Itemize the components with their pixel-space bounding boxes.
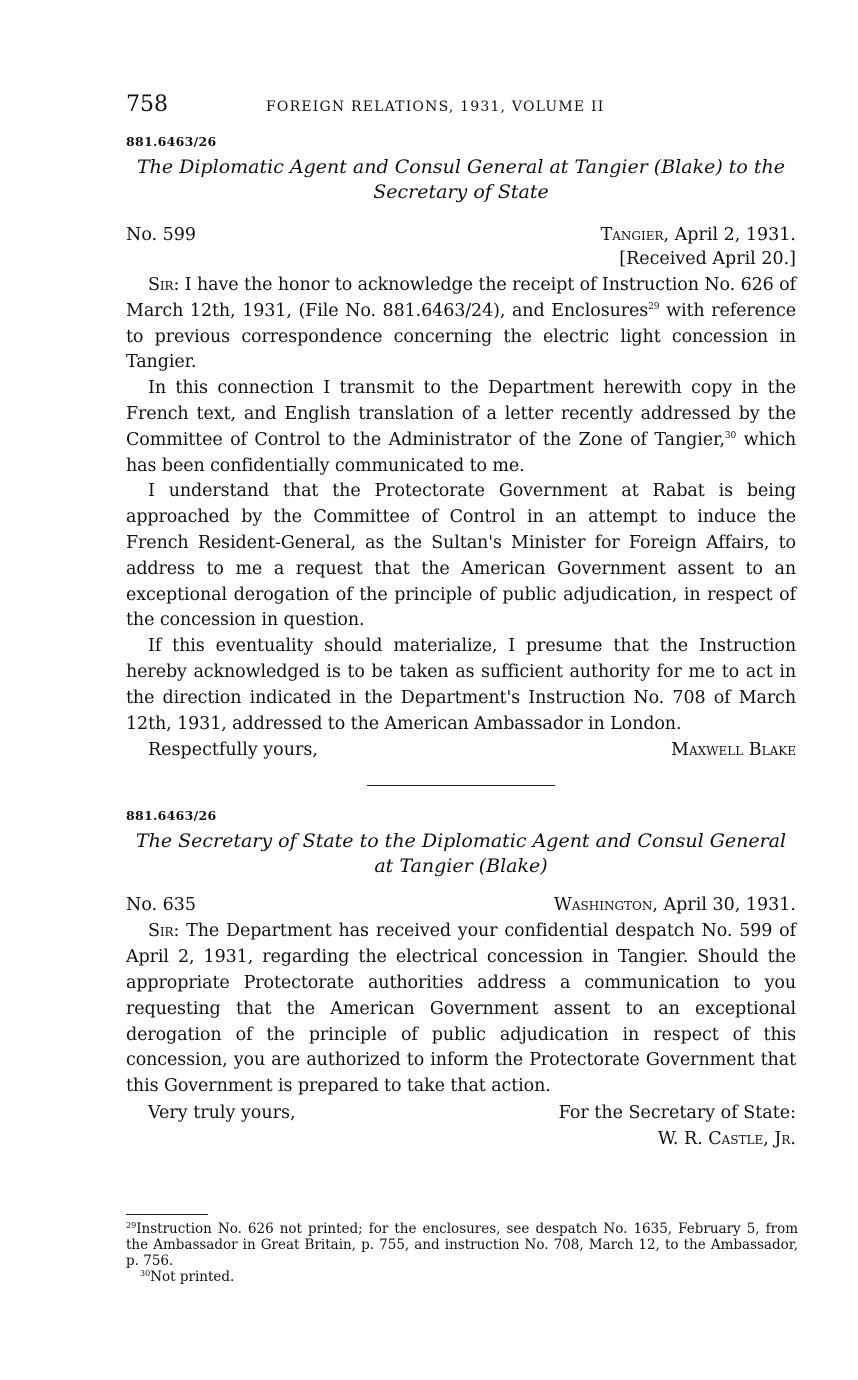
paragraph-text: which has been confidentially communicated to me. xyxy=(126,429,796,476)
place: Washington xyxy=(553,895,653,916)
title-line: Secretary of State xyxy=(373,181,549,203)
footnote-mark: 29 xyxy=(126,1221,137,1230)
paragraph-text: : I have the honor to acknowledge the receipt of Instruction No. 626 of March 12th, 1931, (File No. 881.6463/24), and Enclosures xyxy=(126,275,796,321)
footnote-text: Not printed. xyxy=(150,1269,235,1285)
footnote-rule xyxy=(126,1214,208,1215)
footnote-text: Instruction No. 626 not printed; for the enclosures, see despatch No. 1635, February 5, from the Ambassador in Great Britain, p. 755, and instruction No. 708, March 12, to the Ambassador, p. 756. xyxy=(126,1221,798,1269)
paragraph-text: In this connection I transmit to the Department herewith copy in the French text, and English translation of a letter recently addressed by the Committee of Control to the Administrator of the Zone of Tangier, xyxy=(126,378,796,450)
document-meta xyxy=(126,893,796,917)
document-title xyxy=(126,155,796,205)
page-content xyxy=(126,92,796,1152)
document-number: No. 635 xyxy=(126,895,197,916)
footnote-mark: 30 xyxy=(724,430,737,441)
salutation: Sir xyxy=(148,275,174,295)
document-meta xyxy=(126,223,796,247)
document-number: No. 599 xyxy=(126,225,197,245)
footnote-mark: 29 xyxy=(648,301,660,312)
page-number: 758 xyxy=(126,92,168,117)
closing-block xyxy=(126,737,796,763)
letter-body xyxy=(126,273,796,737)
footnote xyxy=(126,1269,798,1285)
received-date: [Received April 20.] xyxy=(619,249,796,269)
title-line: The Secretary of State to the Diplomatic Agent and Consul General xyxy=(135,830,787,853)
letter-body xyxy=(126,919,796,1100)
section-divider xyxy=(367,785,555,786)
salutation: Sir xyxy=(148,921,174,942)
file-reference: 881.6463/26 xyxy=(126,134,217,149)
page-header xyxy=(126,92,796,122)
closing-block xyxy=(126,1100,796,1126)
footnote-mark: 30 xyxy=(140,1269,151,1278)
signature: W. R. Castle, Jr. xyxy=(657,1128,796,1149)
title-line: The Diplomatic Agent and Consul General at Tangier (Blake) to the xyxy=(136,156,786,178)
date: , April 30, 1931. xyxy=(652,895,796,916)
place-date xyxy=(601,223,796,247)
running-title: FOREIGN RELATIONS, 1931, VOLUME II xyxy=(266,99,605,115)
title-line: at Tangier (Blake) xyxy=(374,855,548,878)
footnotes xyxy=(126,1214,798,1285)
paragraph: If this eventuality should materialize, I presume that the Instruction hereby acknowledged is to be taken as sufficient authority for me to act in the direction indicated in the Department's Instruction No. 708 of March 12th, 1931, addressed to the American Ambassador in London. xyxy=(126,636,796,734)
signature: Maxwell Blake xyxy=(671,740,796,761)
place-date xyxy=(554,893,796,917)
paragraph-text: : The Department has received your confidential despatch No. 599 of April 2, 1931, regarding the electrical concession in Tangier. Should the appropriate Protectorate authorities address a communication to you requesting that the American Government assent to an exceptional derogation of the principle of public adjudication in respect of this concession, you are authorized to inform the Protectorate Government that this Government is prepared to take that action. xyxy=(126,921,796,1097)
complimentary-close: Respectfully yours, xyxy=(148,740,318,761)
paragraph: I understand that the Protectorate Government at Rabat is being approached by the Committee of Control in an attempt to induce the French Resident-General, as the Sultan's Minister for Foreign Affairs, to address to me a request that the American Government assent to an exceptional derogation of the principle of public adjudication, in respect of the concession in question. xyxy=(126,481,796,631)
file-reference: 881.6463/26 xyxy=(126,808,217,824)
date: , April 2, 1931. xyxy=(663,225,796,245)
place: Tangier xyxy=(600,225,664,245)
paragraph xyxy=(126,273,796,376)
paragraph xyxy=(126,919,796,1100)
paragraph-text: with reference to previous correspondence concerning the electric light concession in Tangier. xyxy=(126,300,796,373)
complimentary-close: Very truly yours, xyxy=(148,1102,296,1123)
for-secretary-line: For the Secretary of State: xyxy=(558,1102,796,1123)
document-title xyxy=(126,829,796,879)
footnote xyxy=(126,1221,798,1269)
paragraph xyxy=(126,376,796,479)
